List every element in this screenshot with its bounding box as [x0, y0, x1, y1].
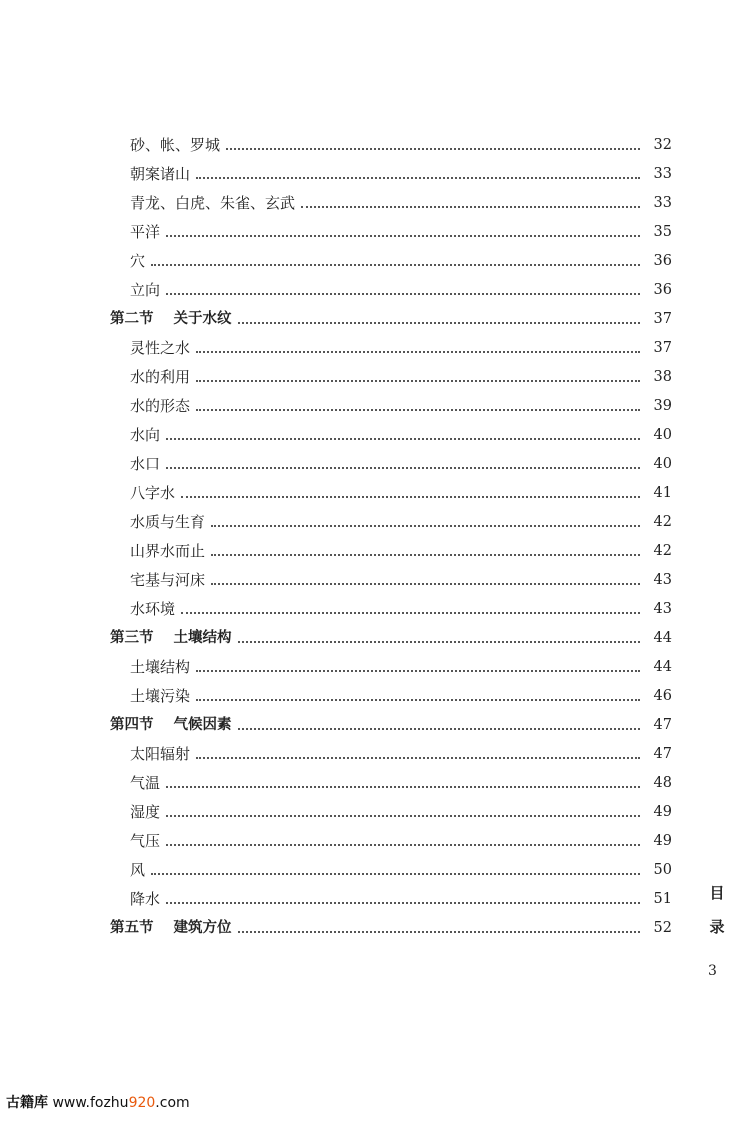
toc-page-number: 44	[653, 630, 672, 646]
toc-dot-leader	[196, 699, 640, 701]
toc-entry-row[interactable]	[110, 561, 672, 590]
toc-page-number: 49	[653, 804, 672, 820]
toc-page-number: 33	[653, 166, 672, 182]
toc-page-number: 44	[653, 659, 672, 675]
toc-entry-title: 水口	[130, 455, 161, 473]
toc-page-number: 35	[653, 224, 672, 240]
toc-page-number: 43	[653, 572, 672, 588]
toc-entry-row[interactable]	[110, 822, 672, 851]
toc-entry-row[interactable]	[110, 416, 672, 445]
toc-dot-leader	[196, 380, 640, 382]
toc-section-title: 土壤结构	[173, 630, 232, 646]
toc-page-number: 42	[653, 543, 672, 559]
toc-section-label: 第五节	[110, 920, 154, 936]
toc-entry-title: 青龙、白虎、朱雀、玄武	[130, 194, 296, 212]
toc-page-number: 47	[653, 746, 672, 762]
page-number: 3	[708, 963, 717, 979]
toc-section-row[interactable]	[110, 300, 672, 329]
toc-dot-leader	[196, 757, 640, 759]
toc-dot-leader	[166, 844, 640, 846]
toc-page-number: 36	[653, 282, 672, 298]
toc-entry-title: 穴	[130, 252, 146, 270]
side-label-line2: 录	[709, 918, 725, 936]
toc-dot-leader	[238, 728, 641, 730]
toc-entry-title: 朝案诸山	[130, 165, 191, 183]
toc-entry-row[interactable]	[110, 793, 672, 822]
toc-section-title: 关于水纹	[173, 311, 232, 327]
toc-page-number: 40	[653, 456, 672, 472]
toc-entry-title: 灵性之水	[130, 339, 191, 357]
toc-entry-title: 平洋	[130, 223, 161, 241]
toc-page-number: 39	[653, 398, 672, 414]
toc-dot-leader	[196, 351, 640, 353]
toc-page-number: 48	[653, 775, 672, 791]
toc-entry-row[interactable]	[110, 358, 672, 387]
toc-page-number: 51	[653, 891, 672, 907]
toc-entry-title: 气温	[130, 774, 161, 792]
toc-dot-leader	[238, 641, 641, 643]
toc-dot-leader	[211, 525, 640, 527]
toc-entry-title	[110, 918, 238, 938]
watermark-site-name: 古籍库	[6, 1095, 48, 1111]
toc-entry-row[interactable]	[110, 880, 672, 909]
toc-section-label: 第四节	[110, 717, 154, 733]
toc-page-number: 37	[653, 311, 672, 327]
toc-dot-leader	[151, 264, 640, 266]
toc-page-number: 37	[653, 340, 672, 356]
toc-dot-leader	[166, 293, 640, 295]
toc-entry-title: 降水	[130, 890, 161, 908]
watermark-url-prefix: www.fozhu	[52, 1095, 129, 1111]
toc-entry-title: 水的形态	[130, 397, 191, 415]
toc-dot-leader	[166, 467, 640, 469]
toc-dot-leader	[196, 409, 640, 411]
toc-entry-title: 宅基与河床	[130, 571, 206, 589]
toc-entry-row[interactable]	[110, 271, 672, 300]
toc-entry-row[interactable]	[110, 445, 672, 474]
toc-entry-title: 太阳辐射	[130, 745, 191, 763]
toc-page-number: 38	[653, 369, 672, 385]
toc-dot-leader	[211, 583, 640, 585]
toc-entry-title: 砂、帐、罗城	[130, 136, 221, 154]
toc-entry-title: 山界水而止	[130, 542, 206, 560]
toc-entry-title: 八字水	[130, 484, 176, 502]
toc-dot-leader	[196, 177, 640, 179]
watermark	[6, 1092, 190, 1112]
side-label	[707, 876, 727, 944]
toc-entry-row[interactable]	[110, 242, 672, 271]
toc-entry-row[interactable]	[110, 387, 672, 416]
toc-entry-title: 水质与生育	[130, 513, 206, 531]
toc-section-row[interactable]	[110, 619, 672, 648]
toc-dot-leader	[238, 322, 641, 324]
toc-page-number: 43	[653, 601, 672, 617]
toc-page-number: 33	[653, 195, 672, 211]
toc-entry-row[interactable]	[110, 329, 672, 358]
toc-entry-row[interactable]	[110, 155, 672, 184]
toc-entry-row[interactable]	[110, 503, 672, 532]
toc-entry-title: 立向	[130, 281, 161, 299]
toc-page-number: 41	[653, 485, 672, 501]
toc-entry-title	[110, 628, 238, 648]
toc-entry-row[interactable]	[110, 677, 672, 706]
toc-entry-title: 气压	[130, 832, 161, 850]
toc-entry-title: 水环境	[130, 600, 176, 618]
toc-section-row[interactable]	[110, 706, 672, 735]
toc-entry-title: 风	[130, 861, 146, 879]
watermark-url-highlight: 920	[128, 1095, 156, 1111]
toc-dot-leader	[196, 670, 640, 672]
toc-dot-leader	[166, 786, 640, 788]
toc-page-number: 52	[653, 920, 672, 936]
toc-page-number: 32	[653, 137, 672, 153]
toc-entry-title: 土壤结构	[130, 658, 191, 676]
toc-section-label: 第二节	[110, 311, 154, 327]
toc-entry-title: 水向	[130, 426, 161, 444]
toc-entry-row[interactable]	[110, 735, 672, 764]
toc-entry-title	[110, 715, 238, 735]
toc-dot-leader	[181, 612, 640, 614]
toc-entry-title: 湿度	[130, 803, 161, 821]
toc-dot-leader	[166, 815, 640, 817]
toc-entry-row[interactable]	[110, 213, 672, 242]
toc-dot-leader	[226, 148, 640, 150]
toc-entry-title: 水的利用	[130, 368, 191, 386]
toc-entry-row[interactable]	[110, 126, 672, 155]
watermark-url-suffix: .com	[155, 1095, 190, 1111]
toc-entry-row[interactable]	[110, 184, 672, 213]
toc-section-label: 第三节	[110, 630, 154, 646]
toc-section-title: 气候因素	[173, 717, 232, 733]
toc-page-number: 49	[653, 833, 672, 849]
toc-entry-row[interactable]	[110, 851, 672, 880]
toc-page-number: 46	[653, 688, 672, 704]
toc-entry-title: 土壤污染	[130, 687, 191, 705]
toc-page-number: 50	[653, 862, 672, 878]
toc-entry-row[interactable]	[110, 590, 672, 619]
table-of-contents	[110, 126, 672, 938]
toc-entry-title	[110, 309, 238, 329]
toc-section-row[interactable]	[110, 909, 672, 938]
toc-section-title: 建筑方位	[173, 920, 232, 936]
toc-dot-leader	[238, 931, 641, 933]
toc-dot-leader	[166, 902, 640, 904]
side-label-line1: 目	[709, 884, 725, 902]
toc-page-number: 36	[653, 253, 672, 269]
toc-page-number: 47	[653, 717, 672, 733]
toc-dot-leader	[211, 554, 640, 556]
toc-entry-row[interactable]	[110, 764, 672, 793]
toc-entry-row[interactable]	[110, 532, 672, 561]
toc-page-number: 42	[653, 514, 672, 530]
toc-dot-leader	[166, 235, 640, 237]
toc-page-number: 40	[653, 427, 672, 443]
toc-dot-leader	[151, 873, 640, 875]
toc-entry-row[interactable]	[110, 474, 672, 503]
toc-dot-leader	[301, 206, 640, 208]
toc-dot-leader	[181, 496, 640, 498]
toc-dot-leader	[166, 438, 640, 440]
toc-entry-row[interactable]	[110, 648, 672, 677]
